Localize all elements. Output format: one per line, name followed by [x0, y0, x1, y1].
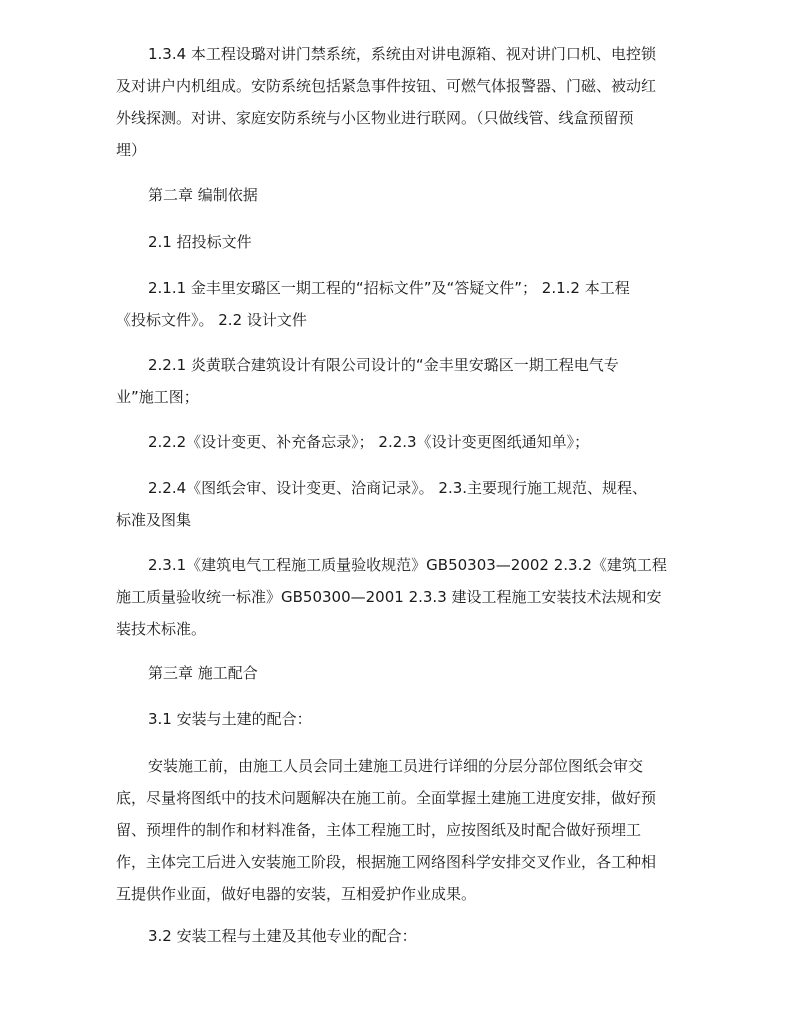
text-line: 装技术标准。: [116, 620, 207, 638]
text-line: 《投标文件》。 2.2 设计文件: [116, 311, 307, 329]
text-line: 第三章 施工配合: [148, 664, 258, 682]
paragraph-2-1-1: [116, 272, 678, 336]
paragraph-3-1-body: [116, 750, 678, 910]
paragraph-2-2-1: [116, 349, 678, 413]
paragraph-2-2-4: [116, 472, 678, 536]
paragraph-1-3-4: [116, 38, 678, 166]
text-line: 3.2 安装工程与土建及其他专业的配合：: [148, 927, 417, 945]
text-line: 第二章 编制依据: [148, 186, 258, 204]
chapter-3-heading: [116, 657, 678, 689]
text-line: 标准及图集: [116, 511, 192, 529]
text-line: 1.3.4 本工程设璐对讲门禁系统，系统由对讲电源箱、视对讲门口机、电控锁: [148, 45, 656, 63]
text-line: 2.2.2《设计变更、补充备忘录》； 2.2.3《设计变更图纸通知单》；: [148, 433, 590, 451]
section-2-1-heading: [116, 226, 678, 258]
text-line: 安装施工前，由施工人员会同土建施工员进行详细的分层分部位图纸会审交: [148, 757, 644, 775]
text-line: 埋）: [116, 141, 147, 159]
text-line: 作，主体完工后进入安装施工阶段，根据施工网络图科学安排交叉作业，各工种相: [116, 853, 657, 871]
text-line: 3.1 安装与土建的配合：: [148, 710, 312, 728]
text-line: 互提供作业面，做好电器的安装，互相爱护作业成果。: [116, 885, 477, 903]
section-3-1-heading: [116, 703, 678, 735]
text-line: 2.3.1《建筑电气工程施工质量验收规范》GB50303—2002 2.3.2《建筑工程: [148, 556, 667, 574]
text-line: 施工质量验收统一标准》GB50300—2001 2.3.3 建设工程施工安装技术法规和安: [116, 588, 662, 606]
text-line: 外线探测。对讲、家庭安防系统与小区物业进行联网。（只做线管、线盒预留预: [116, 109, 634, 127]
text-line: 2.2.4《图纸会审、设计变更、洽商记录》。 2.3.主要现行施工规范、规程、: [148, 479, 648, 497]
paragraph-2-3-1: [116, 549, 678, 645]
text-line: 2.1.1 金丰里安璐区一期工程的“招标文件”及“答疑文件”； 2.1.2 本工程: [148, 279, 630, 297]
text-line: 及对讲户内机组成。安防系统包括紧急事件按钮、可燃气体报警器、门磁、被动红: [116, 77, 657, 95]
text-line: 2.1 招投标文件: [148, 233, 252, 251]
text-line: 业”施工图；: [116, 388, 199, 406]
text-line: 留、预埋件的制作和材料准备，主体工程施工时，应按图纸及时配合做好预埋工: [116, 821, 642, 839]
chapter-2-heading: [116, 179, 678, 211]
section-3-2-heading: [116, 920, 678, 952]
text-line: 2.2.1 炎黄联合建筑设计有限公司设计的“金丰里安璐区一期工程电气专: [148, 356, 619, 374]
text-line: 底，尽量将图纸中的技术问题解决在施工前。全面掌握土建施工进度安排，做好预: [116, 789, 657, 807]
paragraph-2-2-2: [116, 426, 678, 458]
